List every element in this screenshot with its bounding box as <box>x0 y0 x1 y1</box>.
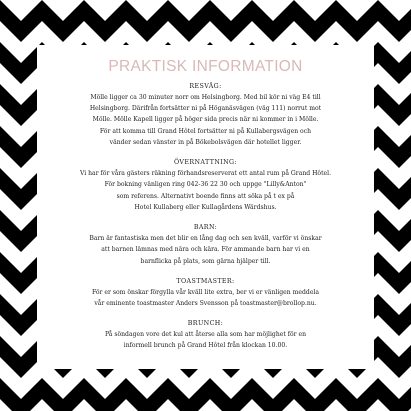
section-text-line: informell brunch på Grand Hôtel från klockan 10.00. <box>123 342 288 350</box>
section-text-line: Mölle. Mölle Kapell ligger på höger sida precis när ni kommer in i Mölle. <box>92 116 319 124</box>
section-text-line: som referens. Alternativt boende finns att söka på t ex på <box>116 192 295 200</box>
chevron-stripe <box>0 378 411 411</box>
section-text-line: För att komma till Grand Hôtel fortsätter ni på Kullabergsvägen och <box>99 127 312 135</box>
section-toastmaster <box>37 277 374 309</box>
chevron-stripe <box>0 0 411 42</box>
page-title: PRAKTISK INFORMATION <box>108 58 303 75</box>
section-brunch <box>37 319 374 351</box>
section-barn <box>37 223 374 267</box>
section-text-line: barnflicka på plats, som gärna hjälper till. <box>140 257 271 265</box>
info-sections <box>37 82 374 362</box>
section-heading: BRUNCH: <box>187 320 224 328</box>
section-heading: TOASTMASTER: <box>176 277 235 285</box>
section-text-line: vänder sedan vänster in på Bökebolsvägen där hotellet ligger. <box>109 138 302 146</box>
section-resvag <box>37 82 374 148</box>
section-text-line: Vi har för våra gästers räkning förhandsreserverat ett antal rum på Grand Hôtel. <box>79 170 332 178</box>
section-text-line: Hotel Kullaberg eller Kullagårdens Wärdshus. <box>134 203 277 211</box>
info-card <box>37 45 374 369</box>
section-heading: ÖVERNATTNING: <box>173 159 238 167</box>
section-text-line: Barn är fantastiska men det blir en lång dag och sen kväll, varför vi önskar <box>89 235 322 243</box>
section-heading: BARN: <box>193 224 218 232</box>
section-text-line: vår eminente toastmaster Anders Svensson på toastmaster@brollop.nu. <box>94 300 317 308</box>
section-text-line: Mölle ligger ca 30 minuter norr om Helsingborg. Med bil kör ni väg E4 till <box>90 93 321 101</box>
section-text-line: att barnen lämnas med nära och kära. För ammande barn har vi en <box>101 246 310 254</box>
section-text-line: På söndagen vore det kul att återse alla som har möjlighet för en <box>104 331 307 339</box>
section-text-line: Helsingborg. Därifrån fortsätter ni på Höganäsvägen (väg 111) norrut mot <box>89 105 322 113</box>
section-text-line: För er som önskar förgylla vår kväll lite extra, ber vi er vänligen meddela <box>91 288 320 296</box>
section-text-line: För bokning vänligen ring 042-36 22 30 och uppge "Lilly&Anton" <box>104 181 307 189</box>
section-heading: RESVÄG: <box>189 83 222 90</box>
section-overnattning <box>37 158 374 213</box>
